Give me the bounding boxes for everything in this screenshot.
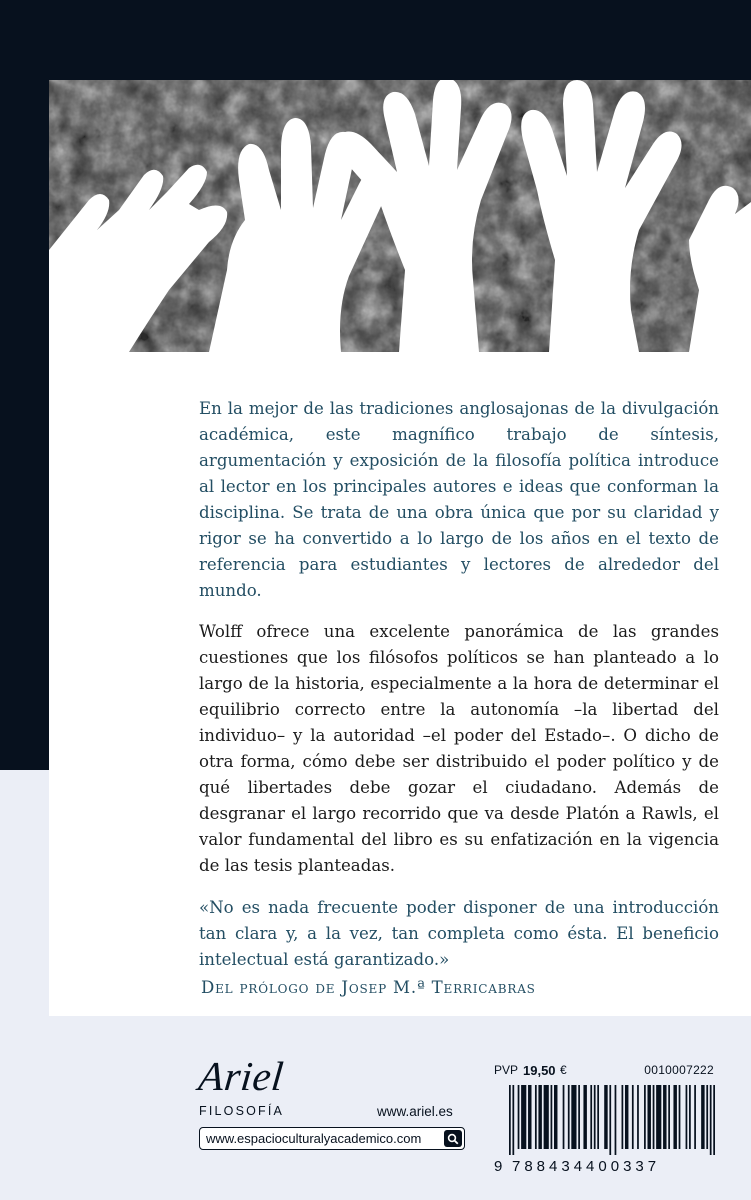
- barcode-bar: [563, 1085, 565, 1149]
- barcode-bar: [528, 1085, 531, 1149]
- barcode-bar: [609, 1085, 611, 1155]
- barcode-bar: [637, 1085, 639, 1149]
- search-icon[interactable]: [444, 1130, 462, 1147]
- barcode-bar: [544, 1085, 549, 1149]
- barcode-bar: [663, 1085, 666, 1149]
- barcode-bars: [509, 1085, 715, 1155]
- barcode-bar: [551, 1085, 553, 1149]
- barcode-bar: [512, 1085, 514, 1155]
- barcode-bar: [686, 1085, 688, 1149]
- barcode-bar: [644, 1085, 646, 1149]
- academic-space-url[interactable]: www.espacioculturalyacademico.com: [206, 1131, 422, 1146]
- blurb-paragraph-1: En la mejor de las tradiciones anglosajonas de la divulgación académica, este magnífico trabajo de síntesis, argumentación y exposición de la filosofía política introduce al lector en los principales autores e ideas que conforman la disciplina. Se trata de una obra única que por su claridad y rigor se ha convertido a lo largo de los años en el texto de referencia para estudiantes y lectores de alrededor del mundo.: [199, 399, 719, 600]
- barcode-bar: [653, 1085, 655, 1149]
- barcode-bar: [701, 1085, 704, 1149]
- barcode-bar: [538, 1085, 541, 1149]
- barcode-bar: [622, 1085, 624, 1149]
- academic-space-link[interactable]: [199, 1127, 465, 1150]
- barcode-bar: [571, 1085, 576, 1149]
- isbn-digits: 788434400337: [512, 1158, 661, 1175]
- prologue-quote: «No es nada frecuente poder disponer de una introducción tan clara y, a la vez, tan completa como ésta. El beneficio intelectual está garantizado.»: [199, 898, 719, 969]
- barcode-bar: [706, 1085, 708, 1149]
- barcode-bar: [615, 1085, 617, 1155]
- collection-label: FILOSOFÍA: [199, 1104, 285, 1118]
- hands-artwork: [49, 80, 751, 352]
- barcode-bar: [689, 1085, 691, 1149]
- price-value: 19,50: [523, 1063, 556, 1078]
- barcode-bar: [518, 1085, 520, 1149]
- blurb-paragraph-2: Wolff ofrece una excelente panorámica de las grandes cuestiones que los filósofos políticos se han planteado a lo largo de la historia, especialmente a la hora de determinar el equilibrio correcto entre la autonomía –la libertad del individuo– y la autoridad –el poder del Estado–. O dicho de otra forma, cómo debe ser distribuido el poder político y de qué libertades debe gozar el ciudadano. Además de desgranar el largo recorrido que va desde Platón a Rawls, el valor fundamental del libro es su enfatización en la vigencia de las tesis planteadas.: [199, 622, 719, 875]
- barcode-bar: [625, 1085, 628, 1149]
- quote-attribution: Del prólogo de Josep M.ª Terricabras: [201, 978, 536, 997]
- barcode: [509, 1085, 715, 1155]
- barcode-bar: [597, 1085, 599, 1149]
- publisher-website[interactable]: www.ariel.es: [377, 1104, 453, 1119]
- barcode-bar: [647, 1085, 650, 1149]
- barcode-bar: [632, 1085, 634, 1149]
- barcode-bar: [713, 1085, 715, 1155]
- barcode-bar: [710, 1085, 712, 1155]
- barcode-bar: [509, 1085, 511, 1155]
- barcode-bar: [604, 1085, 607, 1149]
- price-label: PVP: [494, 1063, 519, 1077]
- magnifier-glyph: [447, 1133, 459, 1145]
- barcode-bar: [679, 1085, 681, 1149]
- barcode-bar: [694, 1085, 696, 1149]
- barcode-bar: [590, 1085, 592, 1149]
- barcode-bar: [583, 1085, 586, 1149]
- isbn-first-digit: 9: [494, 1158, 503, 1175]
- barcode-bar: [535, 1085, 537, 1149]
- barcode-bar: [568, 1085, 570, 1149]
- barcode-bar: [554, 1085, 557, 1149]
- raised-hands-illustration: [49, 80, 751, 352]
- barcode-bar: [656, 1085, 661, 1149]
- barcode-bar: [668, 1085, 670, 1149]
- back-cover-blurb: [199, 396, 719, 1001]
- barcode-bar: [578, 1085, 580, 1149]
- barcode-bar: [521, 1085, 526, 1149]
- price-currency: €: [560, 1063, 567, 1077]
- ariel-logo: Ariel: [196, 1053, 286, 1099]
- barcode-bar: [673, 1085, 676, 1149]
- price-code: 0010007222: [644, 1063, 714, 1077]
- barcode-bar: [594, 1085, 596, 1149]
